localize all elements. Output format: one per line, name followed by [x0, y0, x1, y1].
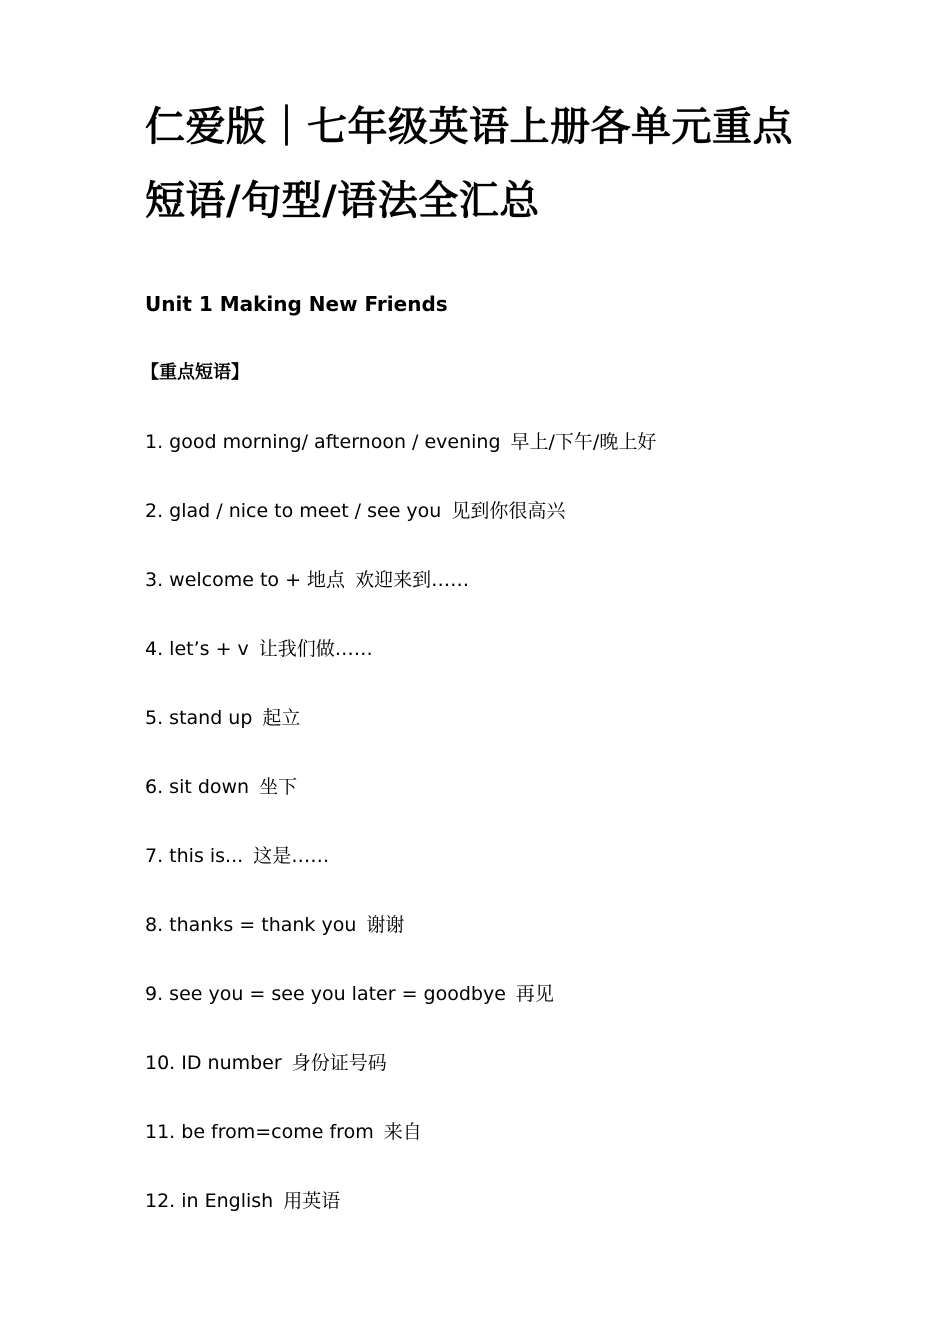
phrase-chinese: 用英语: [283, 1190, 341, 1212]
phrase-english: 3. welcome to + 地点: [145, 569, 346, 591]
phrase-chinese: 谢谢: [366, 914, 405, 936]
document-title: [145, 90, 845, 238]
phrase-english: 12. in English: [145, 1190, 274, 1212]
phrase-chinese: 来自: [383, 1121, 422, 1143]
phrase-english: 1. good morning/ afternoon / evening: [145, 431, 501, 453]
phrase-english: 6. sit down: [145, 776, 250, 798]
list-item: [145, 428, 656, 497]
phrase-english: 4. let’s + v: [145, 638, 249, 660]
list-item: [145, 704, 656, 773]
list-item: [145, 842, 656, 911]
phrase-chinese: 早上/下午/晚上好: [510, 431, 657, 453]
phrase-english: 2. glad / nice to meet / see you: [145, 500, 442, 522]
phrase-chinese: 起立: [262, 707, 301, 729]
phrase-chinese: 坐下: [259, 776, 298, 798]
phrase-chinese: 再见: [515, 983, 554, 1005]
phrase-english: 8. thanks = thank you: [145, 914, 357, 936]
phrase-chinese: 身份证号码: [291, 1052, 387, 1074]
phrase-english: 9. see you = see you later = goodbye: [145, 983, 506, 1005]
list-item: [145, 1118, 656, 1187]
list-item: [145, 635, 656, 704]
phrase-chinese: 欢迎来到……: [355, 569, 470, 591]
list-item: [145, 980, 656, 1049]
phrase-english: 10. ID number: [145, 1052, 282, 1074]
phrase-list: [145, 428, 656, 1256]
phrase-chinese: 这是……: [253, 845, 330, 867]
list-item: [145, 1049, 656, 1118]
phrase-english: 5. stand up: [145, 707, 253, 729]
title-line-2: 短语/句型/语法全汇总: [145, 178, 540, 224]
phrase-english: 11. be from=come from: [145, 1121, 374, 1143]
list-item: [145, 497, 656, 566]
list-item: [145, 566, 656, 635]
list-item: [145, 773, 656, 842]
phrase-chinese: 让我们做……: [258, 638, 373, 660]
phrase-chinese: 见到你很高兴: [451, 500, 566, 522]
title-line-1: 仁爱版｜七年级英语上册各单元重点: [145, 104, 793, 150]
phrase-english: 7. this is...: [145, 845, 244, 867]
list-item: [145, 911, 656, 980]
unit-heading: Unit 1 Making New Friends: [145, 292, 448, 316]
section-label-key-phrases: 【重点短语】: [141, 362, 249, 383]
list-item: [145, 1187, 656, 1256]
